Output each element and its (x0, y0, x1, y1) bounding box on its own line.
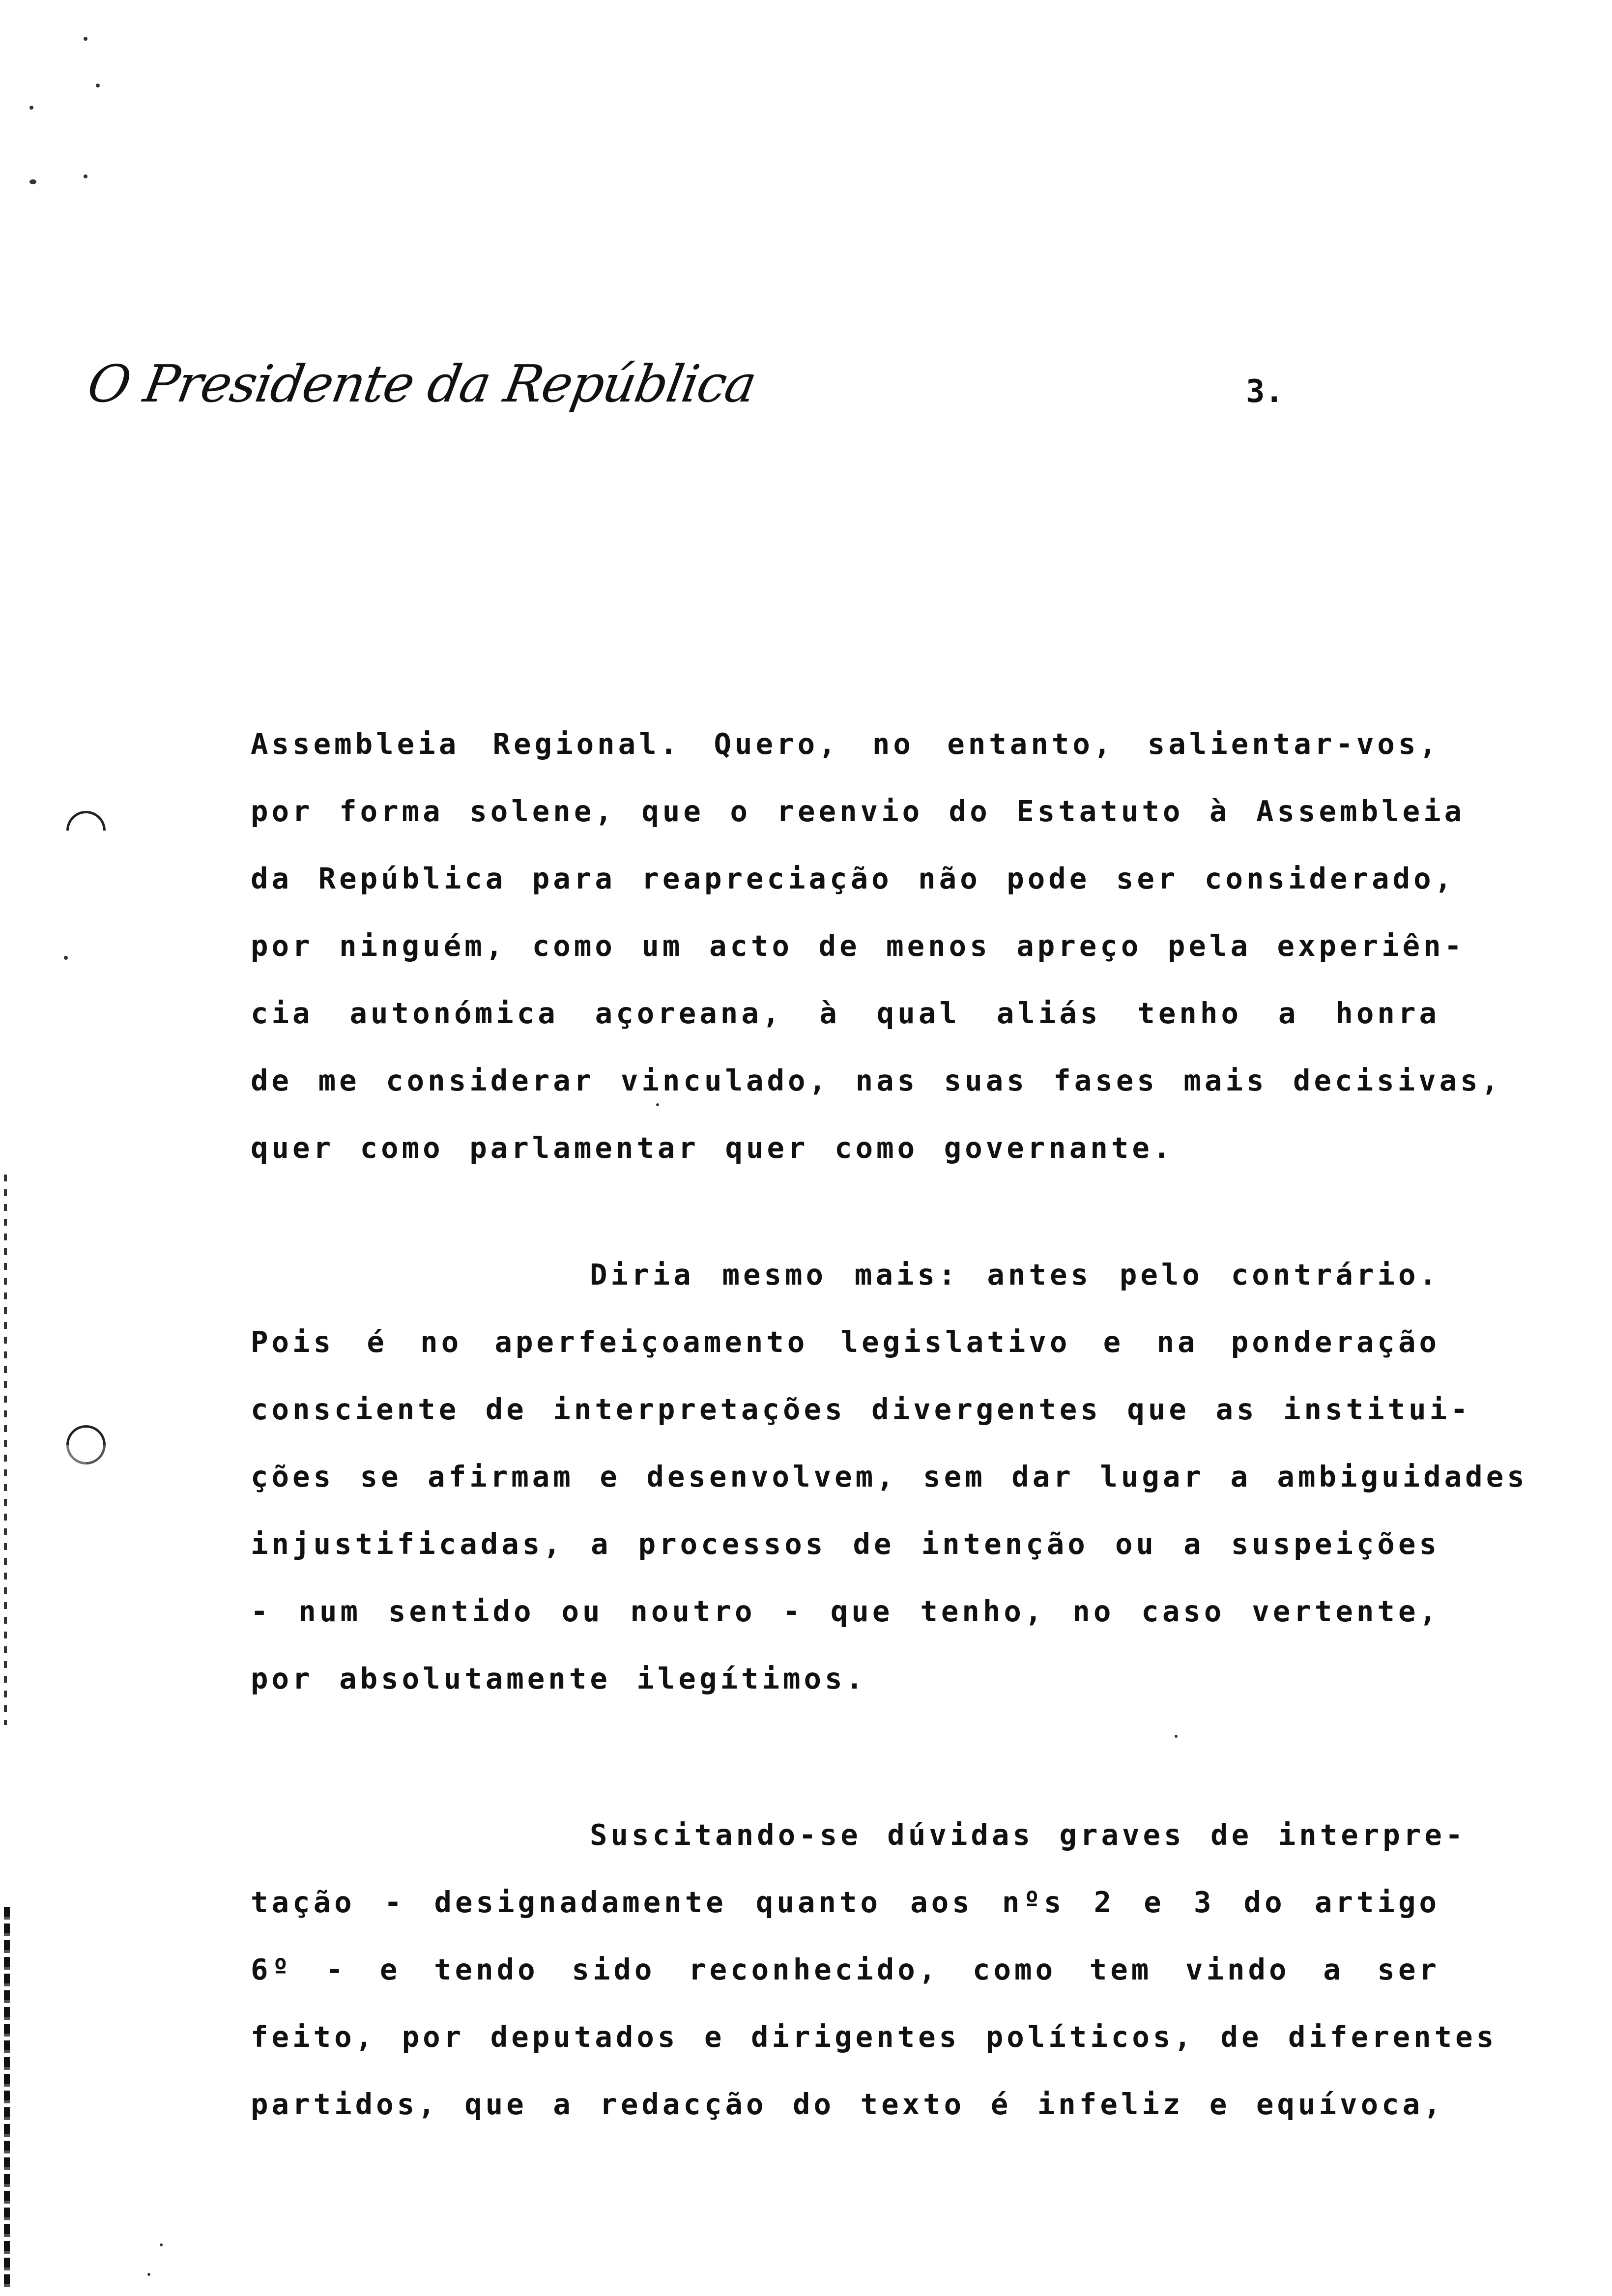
text-line: Suscitando-se dúvidas graves de interpre- (590, 1818, 1467, 1852)
text-line: Assembleia Regional. Quero, no entanto, salientar-vos, (251, 727, 1440, 761)
scan-speck (147, 2273, 150, 2276)
scan-speck (84, 174, 87, 178)
scan-speck (96, 84, 100, 87)
scan-speck (29, 179, 36, 184)
punch-hole-mark (58, 1417, 114, 1472)
paragraph-1 (251, 710, 1502, 1181)
scan-speck (1175, 1735, 1178, 1738)
letterhead: O Presidente da República (83, 354, 760, 414)
text-line: partidos, que a redacção do texto é infeliz e equívoca, (251, 2087, 1444, 2121)
scan-edge-mark (4, 1175, 7, 1725)
text-line: de me considerar vinculado, nas suas fases mais decisivas, (251, 1063, 1502, 1097)
text-line: por ninguém, como um acto de menos apreço pela experiên- (251, 929, 1466, 963)
text-line: injustificadas, a processos de intenção ou a suspeições (251, 1527, 1440, 1561)
paragraph-2 (251, 1241, 1528, 1712)
scan-speck (29, 106, 33, 110)
text-line: por forma solene, que o reenvio do Estatuto à Assembleia (251, 794, 1466, 828)
page-number: 3. (1246, 373, 1284, 410)
text-line: 6º - e tendo sido reconhecido, como tem vindo a ser (251, 1952, 1440, 1986)
text-line: feito, por deputados e dirigentes políticos, de diferentes (251, 2020, 1497, 2054)
text-line: ções se afirmam e desenvolvem, sem dar lugar a ambiguidades (251, 1460, 1528, 1493)
scan-speck (84, 37, 87, 41)
scan-speck (160, 2243, 163, 2246)
text-line: por absolutamente ilegítimos. (251, 1662, 867, 1695)
text-line: tação - designadamente quanto aos nºs 2 e 3 do artigo (251, 1885, 1440, 1919)
text-line: cia autonómica açoreana, à qual aliás tenho a honra (251, 996, 1440, 1030)
text-line: da República para reapreciação não pode ser considerado, (251, 861, 1456, 895)
text-line: Diria mesmo mais: antes pelo contrário. (590, 1258, 1440, 1292)
scan-edge-mark (4, 1907, 10, 2290)
text-line: - num sentido ou noutro - que tenho, no caso vertente, (251, 1594, 1440, 1628)
paragraph-3 (251, 1801, 1497, 2138)
text-line: quer como parlamentar quer como governante. (251, 1131, 1174, 1165)
scan-speck (656, 1103, 659, 1106)
text-line: Pois é no aperfeiçoamento legislativo e na ponderação (251, 1325, 1440, 1359)
punch-hole-mark (58, 803, 114, 858)
text-line: consciente de interpretações divergentes que as institui- (251, 1392, 1471, 1426)
scan-speck (64, 956, 68, 960)
